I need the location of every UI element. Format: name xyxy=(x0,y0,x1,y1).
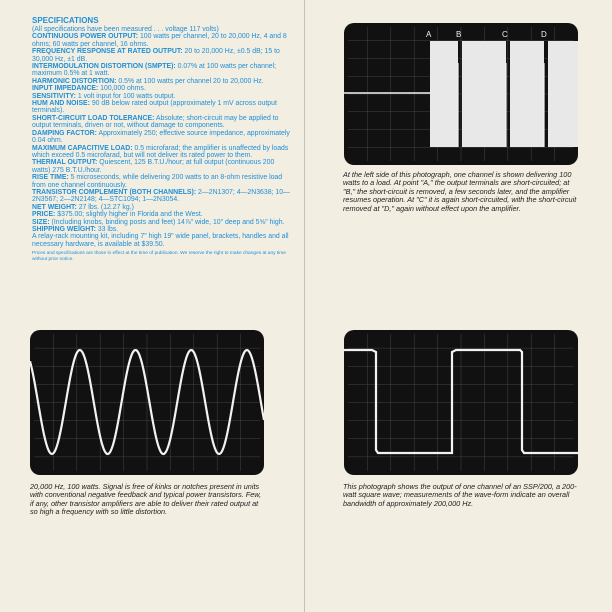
spec-label: MAXIMUM CAPACITIVE LOAD: xyxy=(32,144,133,152)
sine-wave-trace-image xyxy=(30,330,264,475)
spec-label: HUM AND NOISE: xyxy=(32,100,90,108)
specifications-heading: SPECIFICATIONS xyxy=(32,16,99,25)
spec-label: TRANSISTOR COMPLEMENT (BOTH CHANNELS): xyxy=(32,188,197,196)
spec-text: 0.5% at 100 watts per channel 20 to 20,000 Hz. xyxy=(116,77,264,85)
spec-row xyxy=(32,130,294,145)
spec-text: 33 lbs. xyxy=(95,225,119,233)
spec-label: RISE TIME: xyxy=(32,174,69,182)
specifications-intro: (All specifications have been measured . . . voltage 117 volts) xyxy=(32,26,219,33)
sine-wave-oscilloscope-photo xyxy=(30,330,264,475)
spec-text: 0.5 microfarad; the amplifier is unaffected by loads which exceed 0.5 microfarad, but will not deliver its rated power to them. xyxy=(32,144,289,159)
sine-graticule xyxy=(34,334,260,471)
spec-row xyxy=(32,93,294,100)
spec-text: Approximately 250; effective source impedance, approximately 0.04 ohm. xyxy=(32,129,290,145)
spec-label: FREQUENCY RESPONSE AT RATED OUTPUT: xyxy=(32,48,183,56)
spec-text: 2—2N1307; 4—2N3638; 10—2N3567; 2—2N2148; 4—STC1094; 1—2N3054. xyxy=(32,188,290,204)
specifications-block xyxy=(32,16,294,262)
spec-text: 0.07% at 100 watts per channel; maximum 0.5% at 1 watt. xyxy=(32,63,277,78)
spec-text: 1 volt input for 100 watts output. xyxy=(75,92,176,100)
spec-label: DAMPING FACTOR: xyxy=(32,129,97,137)
spec-row xyxy=(32,219,294,226)
spec-text: 90 dB below rated output (approximately 1 mV across output terminals). xyxy=(32,100,277,115)
spec-label: HARMONIC DISTORTION: xyxy=(32,77,117,85)
output-signal-band-a xyxy=(430,41,458,147)
square-wave-trace-image xyxy=(344,330,578,475)
spec-text: 100 watts per channel, 20 to 20,000 Hz, 4 and 8 ohms; 60 watts per channel, 16 ohms. xyxy=(32,33,287,48)
square-wave-graticule xyxy=(348,334,574,471)
spec-text: 100,000 ohms. xyxy=(98,85,146,93)
spec-text: 20 to 20,000 Hz, ±0.5 dB; 15 to 30,000 Hz, ±1 dB. xyxy=(32,48,280,63)
short-circuit-caption: At the left side of this photograph, one channel is shown delivering 100 watts to a load. At point "A," the output terminals are short-circuited; at "B," the short-circuit is removed, a few seconds later, and the amplifier resumes operation. At "C" it is again short-circuited, with the short-circuit removed at "D," again without effect upon the amplifier. xyxy=(343,170,577,213)
spec-row xyxy=(32,211,294,218)
spec-label: INTERMODULATION DISTORTION (SMPTE): xyxy=(32,63,176,71)
spec-row xyxy=(32,204,294,211)
spec-label: PRICE: xyxy=(32,211,56,219)
spec-text: $375.00; slightly higher in Florida and the West. xyxy=(55,211,203,219)
spec-label: SENSITIVITY: xyxy=(32,92,76,100)
output-signal-band-b xyxy=(462,41,506,147)
spec-row xyxy=(32,174,294,189)
spec-label: SIZE: xyxy=(32,218,50,226)
spec-row xyxy=(32,233,294,248)
spec-row xyxy=(32,48,294,63)
point-d-label: D xyxy=(541,30,547,39)
spec-row xyxy=(32,226,294,233)
spec-text: Absolute; short-circuit may be applied to output terminals, driven or not, without damage to components. xyxy=(32,114,279,130)
spec-row xyxy=(32,63,294,78)
sine-wave-caption: 20,000 Hz, 100 watts. Signal is free of kinks or notches present in units with conventional negative feedback and typical power transistors. Few, if any, other transistor amplifiers are able to deliver their rated output at so high a frequency with so little distortion. xyxy=(30,482,262,517)
spec-label: THERMAL OUTPUT: xyxy=(32,159,98,167)
spec-label: SHIPPING WEIGHT: xyxy=(32,225,96,233)
point-b-label: B xyxy=(456,30,462,39)
spec-row xyxy=(32,33,294,48)
output-signal-band-c xyxy=(510,41,544,147)
specifications-list xyxy=(32,33,294,248)
spec-text: 27 lbs. (12.27 kg.) xyxy=(76,203,134,211)
spec-label: INPUT IMPEDANCE: xyxy=(32,85,99,93)
spec-row xyxy=(32,85,294,92)
right-page xyxy=(306,0,612,612)
output-signal-band-d xyxy=(548,41,578,147)
fine-print: Prices and specifications are those in effect at the time of publication. We reserve the right to make changes at any time without prior notice. xyxy=(32,251,286,262)
spec-label: NET WEIGHT: xyxy=(32,203,77,211)
spec-text: 5 microseconds, while delivering 200 watts to an 8-ohm resistive load from one channel continuously. xyxy=(32,174,283,189)
spec-row xyxy=(32,159,294,174)
spec-label: SHORT-CIRCUIT LOAD TOLERANCE: xyxy=(32,114,155,122)
spec-row xyxy=(32,100,294,115)
spec-row xyxy=(32,115,294,130)
spec-text: A relay-rack mounting kit, including 7" high 19" wide panel, brackets, handles and all necessary hardware, is available at $39.50. xyxy=(32,233,289,248)
spec-label: CONTINUOUS POWER OUTPUT: xyxy=(32,33,139,41)
spec-row xyxy=(32,189,294,204)
page-divider xyxy=(304,0,305,612)
short-circuit-trace-image xyxy=(344,23,578,165)
point-a-label: A xyxy=(426,30,432,39)
spec-text: (Including knobs, binding posts and feet) 14⅞" wide, 10" deep and 5⅝" high. xyxy=(49,218,285,226)
left-page xyxy=(0,0,305,612)
square-wave-oscilloscope-photo xyxy=(344,330,578,475)
square-wave-caption: This photograph shows the output of one channel of an SSP/200, a 200-watt square wave; measurements of the wave-form indicate an overall bandwidth of approximately 200,000 Hz. xyxy=(343,482,577,508)
spec-row xyxy=(32,78,294,85)
spec-text: Quiescent, 125 B.T.U./hour; at full output (continuous 200 watts) 275 B.T.U./hour. xyxy=(32,159,275,174)
short-circuit-oscilloscope-photo xyxy=(344,23,578,165)
spec-row xyxy=(32,145,294,160)
point-c-label: C xyxy=(502,30,508,39)
